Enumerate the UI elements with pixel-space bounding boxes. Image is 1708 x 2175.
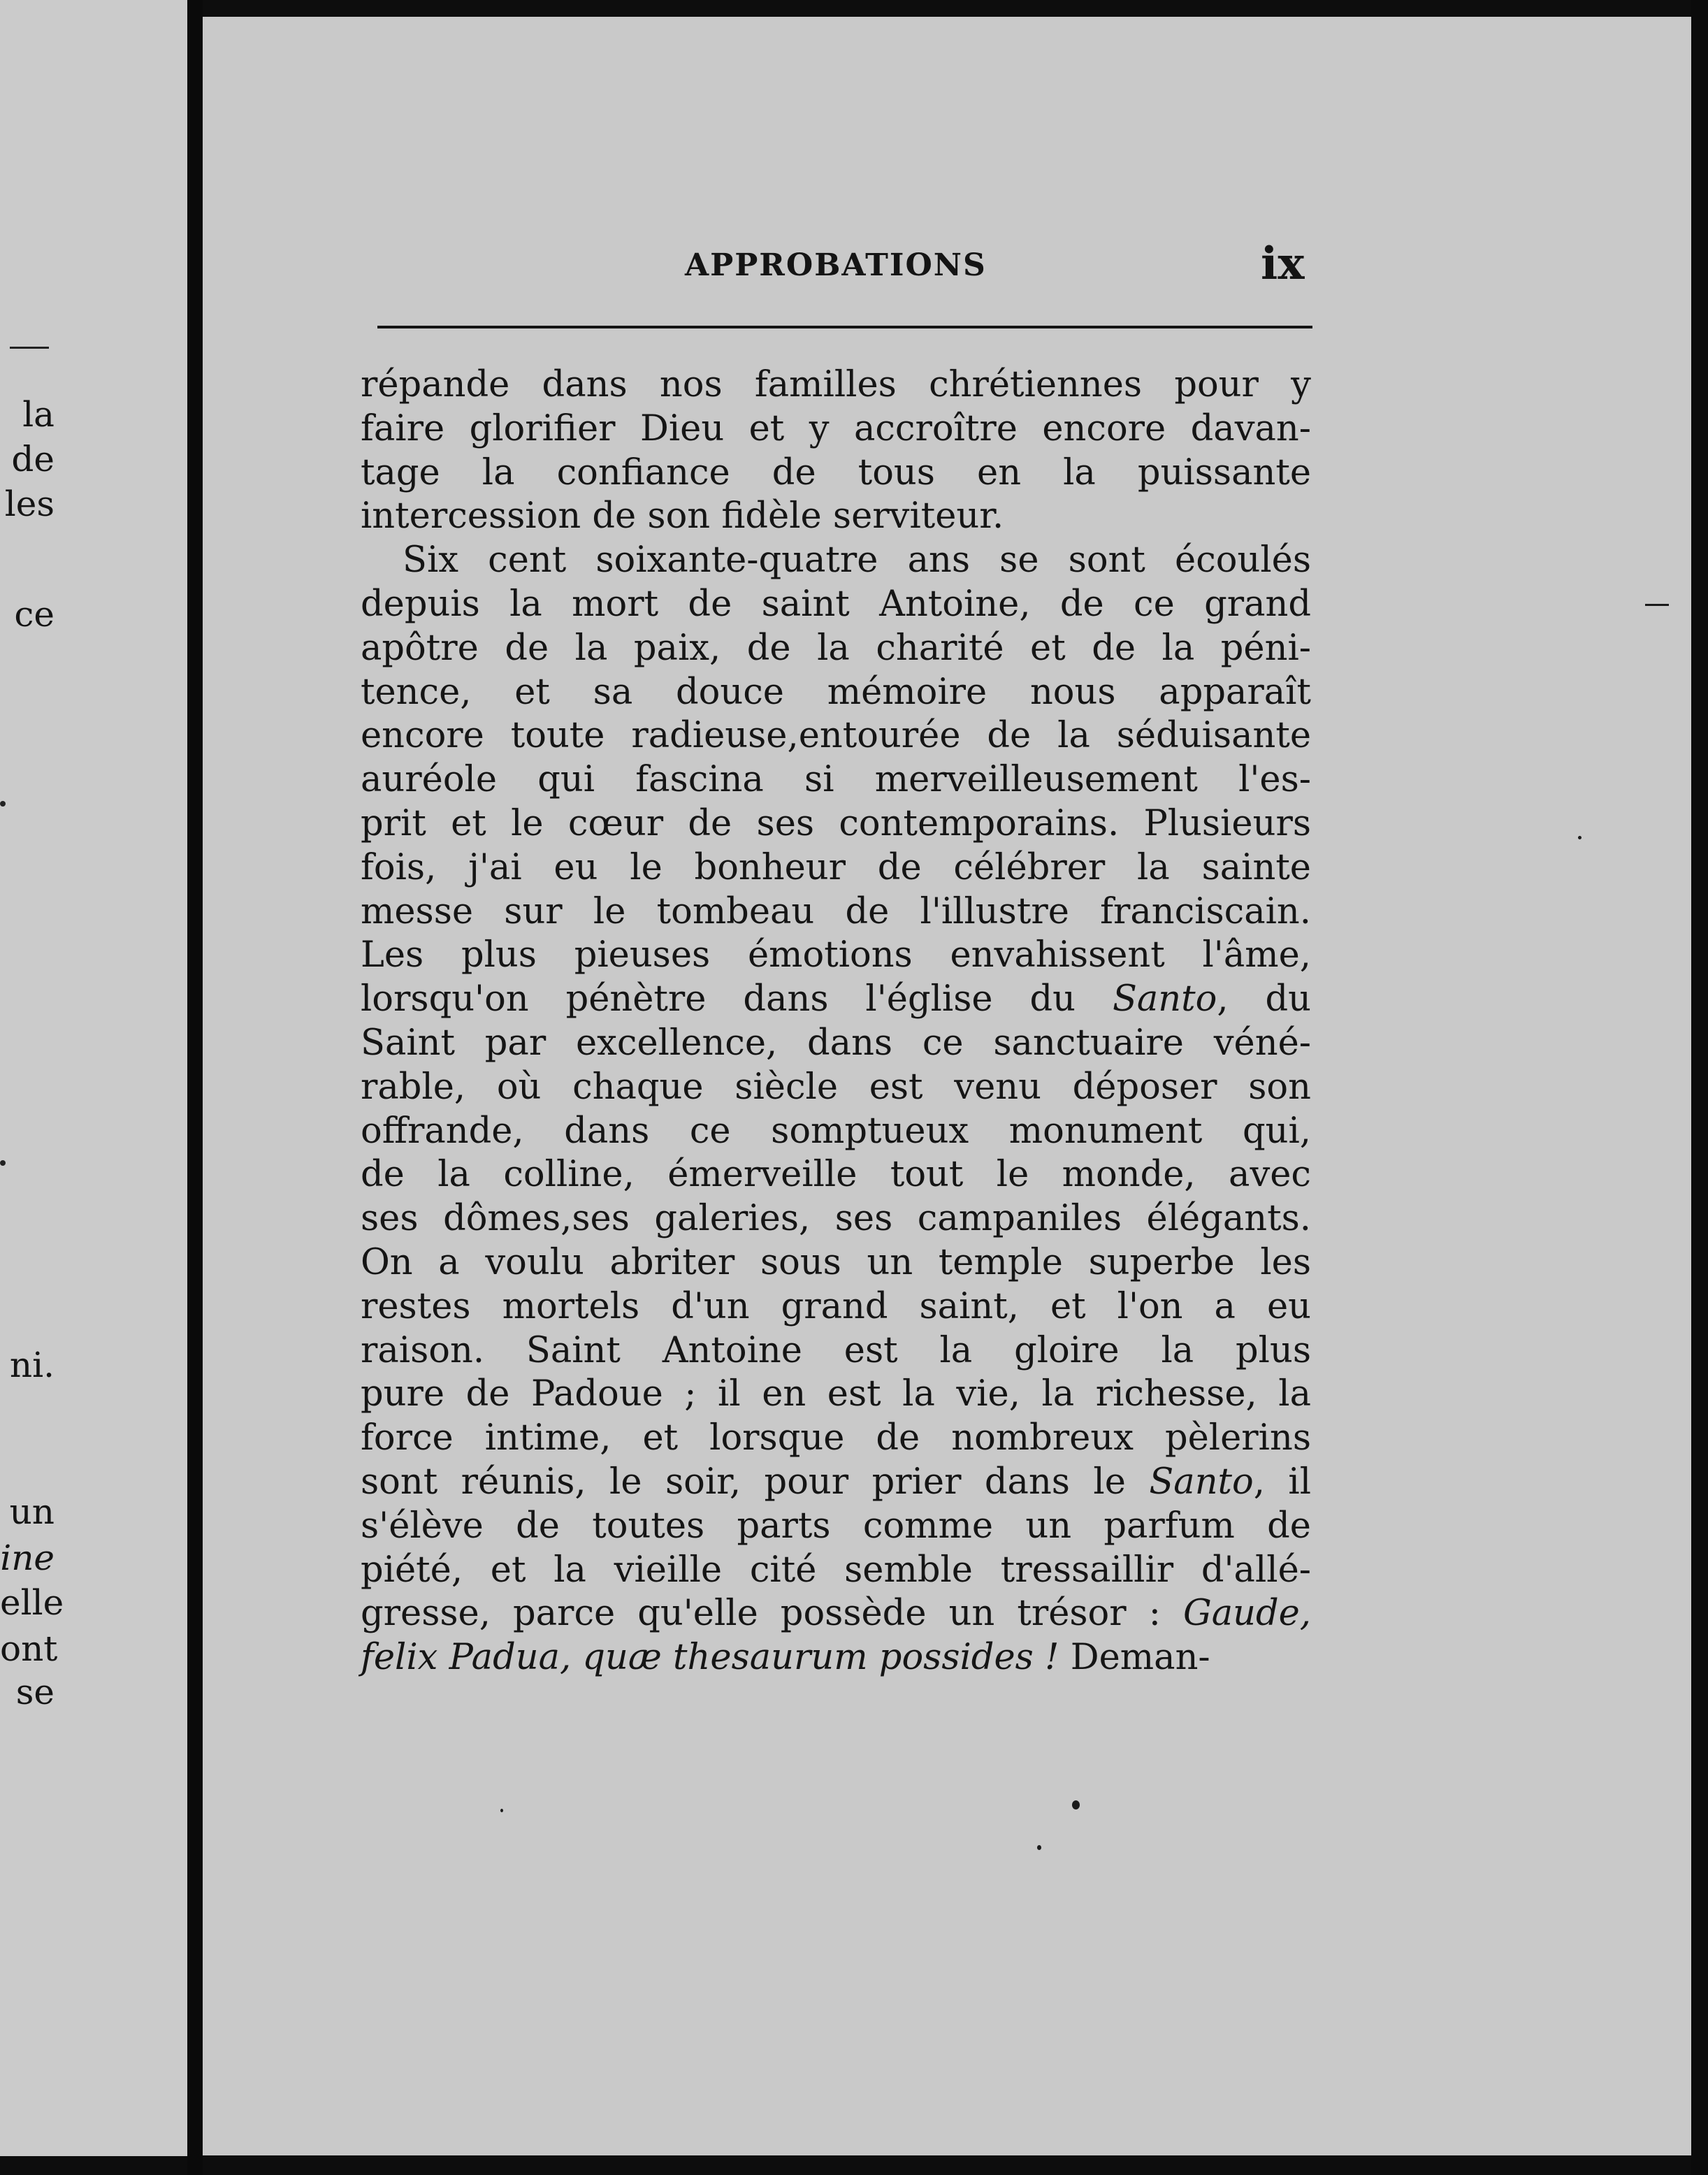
text-segment: lorsqu'on pénètre dans l'église du (361, 978, 1113, 1020)
body-text (361, 363, 1311, 1680)
page-number: ix (1261, 238, 1305, 290)
text-segment: s'élève de toutes parts comme un parfum de (361, 1505, 1311, 1547)
text-line (361, 451, 1311, 496)
text-line (361, 627, 1311, 671)
text-segment: prit et le cœur de ses contemporains. Plusieurs (361, 802, 1311, 844)
text-line (361, 495, 1311, 539)
left-page-fragment: un (9, 1491, 55, 1532)
text-line (361, 846, 1311, 890)
italic-text: felix Padua, quæ thesaurum possides ! (361, 1637, 1059, 1679)
text-line (361, 539, 1311, 583)
ink-speck (1645, 604, 1669, 606)
left-page-mark (0, 801, 6, 807)
text-line (361, 1461, 1311, 1505)
left-page-fragment: ine (0, 1538, 55, 1578)
left-page-rule (10, 347, 49, 349)
text-line (361, 1505, 1311, 1549)
left-page-fragment: ont (0, 1628, 58, 1669)
ink-speck (1578, 836, 1582, 839)
text-segment: On a voulu abriter sous un temple superbe les (361, 1241, 1311, 1283)
left-page-edge (0, 0, 187, 2156)
text-line (361, 1417, 1311, 1461)
left-page-fragment: elle (0, 1582, 64, 1623)
text-segment: messe sur le tombeau de l'illustre franciscain. (361, 890, 1311, 932)
text-segment: tage la confiance de tous en la puissante (361, 451, 1311, 493)
text-segment: restes mortels d'un grand saint, et l'on a eu (361, 1285, 1311, 1327)
text-line (361, 1110, 1311, 1154)
text-line (361, 671, 1311, 715)
text-line (361, 583, 1311, 627)
text-segment: ses dômes,ses galeries, ses campaniles élégants. (361, 1198, 1311, 1240)
text-line (361, 714, 1311, 758)
text-segment: tence, et sa douce mémoire nous apparaît (361, 671, 1311, 713)
text-segment: fois, j'ai eu le bonheur de célébrer la sainte (361, 846, 1311, 888)
left-page-fragment: la (22, 394, 55, 435)
text-segment: auréole qui fascina si merveilleusement l'es- (361, 759, 1311, 801)
book-gutter (187, 0, 203, 2175)
text-segment: force intime, et lorsque de nombreux pèlerins (361, 1417, 1311, 1459)
left-page-fragment: les (4, 484, 55, 524)
text-line (361, 1592, 1311, 1636)
italic-text: Santo (1149, 1461, 1254, 1503)
left-page-fragment: se (15, 1672, 55, 1712)
text-segment: Saint par excellence, dans ce sanctuaire véné- (361, 1022, 1311, 1064)
left-page-fragment: ni. (9, 1345, 55, 1385)
text-segment: Deman- (1059, 1637, 1210, 1679)
text-line (361, 1549, 1311, 1593)
text-line (361, 1153, 1311, 1197)
left-page-fragment: ce (14, 594, 55, 635)
text-line (361, 1022, 1311, 1066)
text-segment: encore toute radieuse,entourée de la séduisante (361, 715, 1311, 757)
text-line (361, 802, 1311, 846)
text-segment: depuis la mort de saint Antoine, de ce grand (361, 583, 1311, 625)
text-segment: rable, où chaque siècle est venu déposer son (361, 1066, 1311, 1108)
text-line (361, 1373, 1311, 1417)
text-line (361, 1197, 1311, 1241)
scan-border (1691, 0, 1708, 2175)
text-segment: pure de Padoue ; il en est la vie, la richesse, la (361, 1373, 1311, 1415)
text-segment: gresse, parce qu'elle possède un trésor : (361, 1593, 1183, 1635)
text-line (361, 1241, 1311, 1285)
text-segment: sont réunis, le soir, pour prier dans le (361, 1461, 1150, 1503)
running-title: APPROBATIONS (685, 247, 987, 283)
text-line (361, 407, 1311, 451)
text-line (361, 978, 1311, 1022)
text-line (361, 1636, 1311, 1680)
text-segment: apôtre de la paix, de la charité et de la péni- (361, 627, 1311, 669)
text-line (361, 1285, 1311, 1329)
text-line (361, 1329, 1311, 1373)
text-segment: piété, et la vieille cité semble tressaillir d'allé- (361, 1549, 1311, 1591)
left-page-mark (0, 1160, 6, 1166)
ink-speck (1037, 1845, 1041, 1850)
text-segment: répande dans nos familles chrétiennes pour y (361, 364, 1311, 405)
italic-text: Gaude, (1182, 1593, 1311, 1635)
text-segment: de la colline, émerveille tout le monde, avec (361, 1154, 1311, 1196)
text-segment: Six cent soixante-quatre ans se sont écoulés (403, 540, 1311, 581)
text-segment: intercession de son fidèle serviteur. (361, 496, 1004, 537)
text-segment: offrande, dans ce somptueux monument qui, (361, 1110, 1311, 1152)
text-line (361, 363, 1311, 407)
text-segment: faire glorifier Dieu et y accroître encore davan- (361, 407, 1311, 449)
header-rule (377, 326, 1312, 328)
text-line (361, 1066, 1311, 1110)
text-segment: , du (1217, 978, 1311, 1020)
text-line (361, 758, 1311, 802)
text-segment: raison. Saint Antoine est la gloire la plus (361, 1329, 1311, 1371)
italic-text: Santo (1112, 978, 1217, 1020)
text-line (361, 934, 1311, 978)
text-line (361, 890, 1311, 934)
ink-speck (500, 1809, 503, 1812)
left-page-fragment: de (11, 439, 55, 479)
ink-speck (1072, 1800, 1080, 1809)
text-segment: Les plus pieuses émotions envahissent l'âme, (361, 934, 1311, 976)
text-segment: , il (1253, 1461, 1311, 1503)
